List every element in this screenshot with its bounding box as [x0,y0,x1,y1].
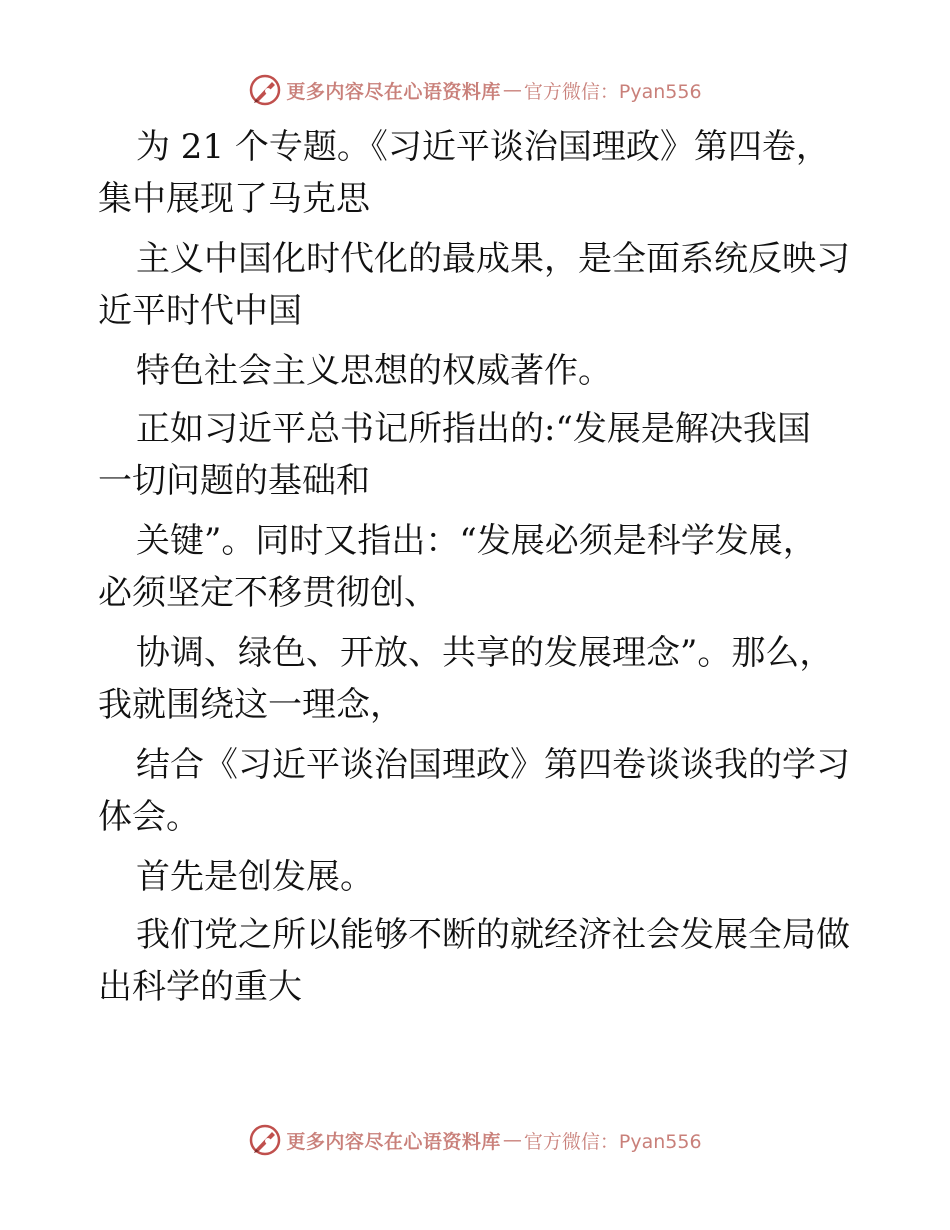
paragraph-line: 为 21 个专题。《习近平谈治国理政》第四卷， [136,127,830,167]
paragraph-line: 首先是创发展。 [136,857,374,897]
paragraph-line: 主义中国化时代化的最成果，是全面系统反映习 [136,239,850,279]
pen-logo-icon [248,73,282,107]
banner-dash: — [502,1129,522,1151]
paragraph [98,512,858,624]
paragraph-line: 我们党之所以能够不断的就经济社会发展全局做 [136,915,850,955]
header-watermark [0,70,950,110]
paragraph [98,906,858,1018]
paragraph [98,400,858,512]
banner-wechat: 官方微信：Pyan556 [523,80,702,103]
paragraph-line: 正如习近平总书记所指出的:“发展是解决我国 [136,409,811,449]
paragraph-line: 特色社会主义思想的权威著作。 [136,351,612,391]
pen-logo-icon [248,1123,282,1157]
paragraph [98,736,858,848]
paragraph-line: 我就围绕这一理念， [98,685,404,725]
paragraph [98,342,858,400]
paragraph-line: 一切问题的基础和 [98,461,370,501]
banner-text: 更多内容尽在心语资料库 [286,1130,501,1153]
paragraph [98,624,858,736]
paragraph-line: 集中展现了马克思 [98,179,370,219]
banner-wechat: 官方微信：Pyan556 [523,1130,702,1153]
paragraph-line: 出科学的重大 [98,967,302,1007]
paragraph-line: 协调、绿色、开放、共享的发展理念”。那么， [136,633,834,673]
paragraph-line: 近平时代中国 [98,291,302,331]
banner-text: 更多内容尽在心语资料库 [286,80,501,103]
paragraph-line: 关键”。同时又指出：“发展必须是科学发展， [136,521,817,561]
paragraph-line: 结合《习近平谈治国理政》第四卷谈谈我的学习 [136,745,850,785]
paragraph [98,848,858,906]
banner-dash: — [502,79,522,101]
footer-watermark [0,1120,950,1160]
paragraph-line: 体会。 [98,797,200,837]
paragraph-line: 必须坚定不移贯彻创、 [98,573,438,613]
paragraph [98,118,858,230]
document-body [98,118,858,1018]
paragraph [98,230,858,342]
